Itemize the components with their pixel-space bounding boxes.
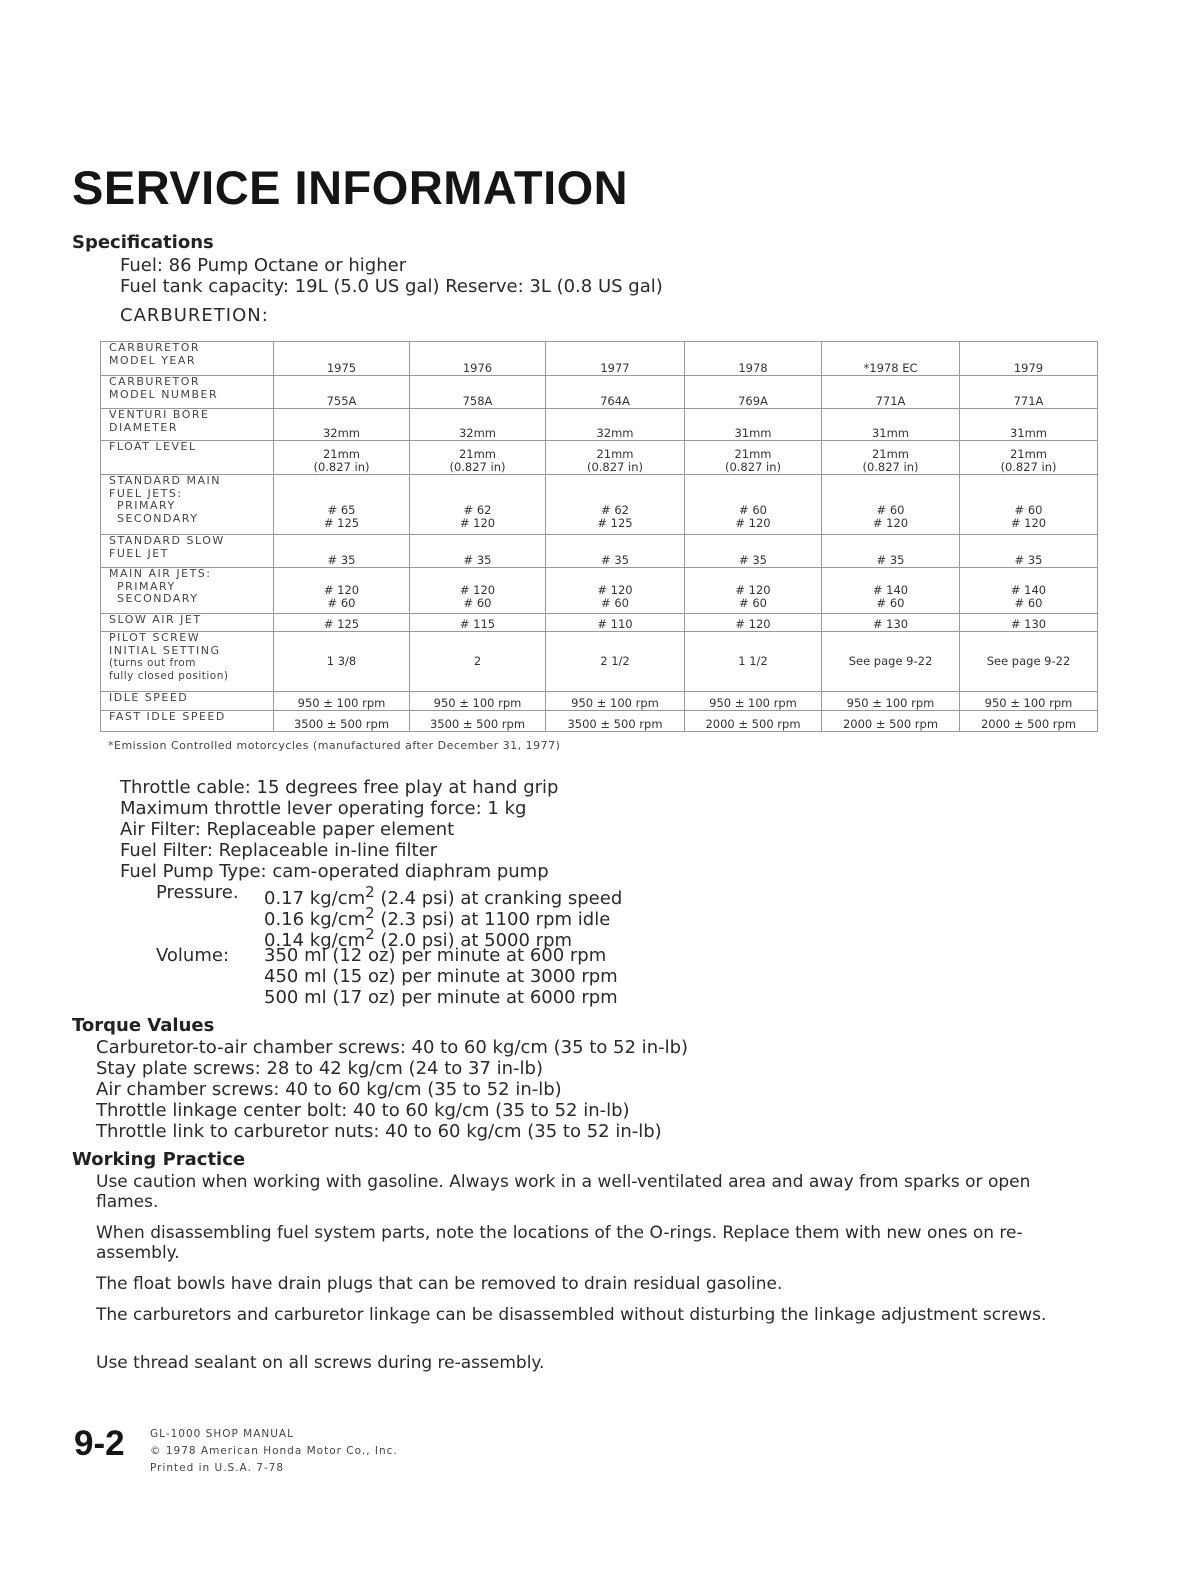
volume-label: Volume: [156,945,230,966]
table-cell: *1978 EC [822,342,960,376]
torque-item: Air chamber screws: 40 to 60 kg/cm (35 to 52 in-lb) [96,1079,562,1100]
table-cell: # 60 # 120 [822,475,960,535]
specifications-heading: Specifications [72,232,214,253]
table-cell: 1978 [685,342,822,376]
row-label-idle-speed: IDLE SPEED [101,692,274,711]
footer-printed: Printed in U.S.A. 7-78 [150,1462,285,1474]
table-cell: 755A [274,376,410,409]
working-practice-paragraph: The carburetors and carburetor linkage can be disassembled without disturbing the linkage adjustment screws. [96,1305,1047,1325]
table-cell: 21mm (0.827 in) [960,441,1098,475]
table-cell: 21mm (0.827 in) [822,441,960,475]
table-cell: # 120 # 60 [410,568,546,614]
table-row [101,441,1098,475]
table-row [101,632,1098,692]
table-cell: # 125 [274,614,410,632]
table-cell: 1976 [410,342,546,376]
table-cell: 1 1/2 [685,632,822,692]
pressure-line: 0.16 $kg/cm^2$ (2.3 psi) at 1100 rpm idle [264,904,611,930]
table-cell: # 140 # 60 [822,568,960,614]
page-number: 9-2 [74,1424,125,1463]
table-cell: 758A [410,376,546,409]
table-cell: # 120 # 60 [546,568,685,614]
table-cell: See page 9-22 [960,632,1098,692]
working-practice-paragraph: When disassembling fuel system parts, note the locations of the O-rings. Replace them with new ones on re-assembly. [96,1223,1023,1263]
table-cell: # 120 # 60 [685,568,822,614]
volume-line: 450 ml (15 oz) per minute at 3000 rpm [264,966,618,987]
volume-line: 500 ml (17 oz) per minute at 6000 rpm [264,987,618,1008]
table-cell: # 130 [960,614,1098,632]
table-row [101,614,1098,632]
table-cell: # 115 [410,614,546,632]
table-cell: # 35 [274,535,410,568]
fuel-filter-spec: Fuel Filter: Replaceable in-line filter [120,840,438,861]
pressure-line: 0.17 $kg/cm^2$ (2.4 psi) at cranking speed [264,883,623,909]
table-cell: 950 ± 100 rpm [546,692,685,711]
row-label-pilot-screw: PILOT SCREW INITIAL SETTING (turns out from fully closed position) [101,632,274,692]
table-cell: 3500 ± 500 rpm [546,711,685,732]
table-cell: 21mm (0.827 in) [410,441,546,475]
table-row [101,711,1098,732]
table-cell: # 35 [410,535,546,568]
table-cell: # 110 [546,614,685,632]
table-cell: 950 ± 100 rpm [274,692,410,711]
table-cell: 771A [822,376,960,409]
table-cell: 32mm [546,409,685,441]
table-cell: 1 3/8 [274,632,410,692]
table-cell: # 60 # 120 [685,475,822,535]
row-label-model-year: CARBURETOR MODEL YEAR [101,342,274,376]
table-cell: 31mm [685,409,822,441]
torque-values-heading: Torque Values [72,1015,215,1036]
footer-manual-title: GL-1000 SHOP MANUAL [150,1428,294,1440]
table-cell: 950 ± 100 rpm [960,692,1098,711]
table-cell: # 60 # 120 [960,475,1098,535]
row-label-main-fuel-jets: STANDARD MAIN FUEL JETS: PRIMARY SECONDARY [101,475,274,535]
table-cell: # 140 # 60 [960,568,1098,614]
table-cell: 32mm [274,409,410,441]
table-cell: # 62 # 125 [546,475,685,535]
table-cell: 764A [546,376,685,409]
table-cell: 769A [685,376,822,409]
working-practice-paragraph: Use thread sealant on all screws during re-assembly. [96,1353,545,1373]
table-cell: See page 9-22 [822,632,960,692]
row-label-venturi-bore: VENTURI BORE DIAMETER [101,409,274,441]
table-cell: 950 ± 100 rpm [822,692,960,711]
fuel-pump-type-spec: Fuel Pump Type: cam-operated diaphram pump [120,861,549,882]
table-cell: 2 [410,632,546,692]
footer-copyright: © 1978 American Honda Motor Co., Inc. [150,1445,398,1457]
table-cell: 2 1/2 [546,632,685,692]
table-cell: # 62 # 120 [410,475,546,535]
torque-item: Carburetor-to-air chamber screws: 40 to 60 kg/cm (35 to 52 in-lb) [96,1037,689,1058]
table-cell: 950 ± 100 rpm [410,692,546,711]
table-cell: 3500 ± 500 rpm [410,711,546,732]
table-cell: 2000 ± 500 rpm [822,711,960,732]
table-row [101,535,1098,568]
table-cell: # 120 [685,614,822,632]
row-label-main-air-jets: MAIN AIR JETS: PRIMARY SECONDARY [101,568,274,614]
pressure-label: Pressure. [156,882,239,903]
throttle-cable-spec: Throttle cable: 15 degrees free play at hand grip [120,777,559,798]
table-row [101,692,1098,711]
row-label-fast-idle-speed: FAST IDLE SPEED [101,711,274,732]
table-cell: 2000 ± 500 rpm [960,711,1098,732]
table-cell: 2000 ± 500 rpm [685,711,822,732]
table-cell: 1975 [274,342,410,376]
carburetion-table [100,341,1098,732]
table-cell: 32mm [410,409,546,441]
torque-item: Throttle link to carburetor nuts: 40 to 60 kg/cm (35 to 52 in-lb) [96,1121,662,1142]
fuel-spec: Fuel: 86 Pump Octane or higher [120,255,407,276]
table-cell: 3500 ± 500 rpm [274,711,410,732]
table-row [101,475,1098,535]
row-label-slow-fuel-jet: STANDARD SLOW FUEL JET [101,535,274,568]
table-cell: 1979 [960,342,1098,376]
table-row [101,376,1098,409]
table-cell: 21mm (0.827 in) [685,441,822,475]
working-practice-paragraph: The float bowls have drain plugs that can be removed to drain residual gasoline. [96,1274,783,1294]
table-cell: 21mm (0.827 in) [546,441,685,475]
table-cell: # 65 # 125 [274,475,410,535]
table-cell: # 35 [546,535,685,568]
throttle-lever-force-spec: Maximum throttle lever operating force: 1 kg [120,798,527,819]
row-label-model-number: CARBURETOR MODEL NUMBER [101,376,274,409]
table-cell: # 120 # 60 [274,568,410,614]
table-footnote: *Emission Controlled motorcycles (manufactured after December 31, 1977) [108,739,561,752]
volume-line: 350 ml (12 oz) per minute at 600 rpm [264,945,607,966]
row-label-float-level: FLOAT LEVEL [101,441,274,475]
carburetion-label: CARBURETION: [120,305,269,326]
air-filter-spec: Air Filter: Replaceable paper element [120,819,455,840]
table-cell: 950 ± 100 rpm [685,692,822,711]
torque-item: Stay plate screws: 28 to 42 kg/cm (24 to 37 in-lb) [96,1058,543,1079]
table-cell: # 130 [822,614,960,632]
table-cell: 771A [960,376,1098,409]
working-practice-paragraph: Use caution when working with gasoline. Always work in a well-ventilated area and away from sparks or open flames. [96,1172,1031,1212]
table-cell: 21mm (0.827 in) [274,441,410,475]
table-cell: 31mm [960,409,1098,441]
table-cell: # 35 [685,535,822,568]
page-title: SERVICE INFORMATION [72,161,629,214]
table-cell: 31mm [822,409,960,441]
torque-item: Throttle linkage center bolt: 40 to 60 kg/cm (35 to 52 in-lb) [96,1100,630,1121]
table-row [101,342,1098,376]
fuel-tank-capacity: Fuel tank capacity: 19L (5.0 US gal) Reserve: 3L (0.8 US gal) [120,276,663,297]
table-row [101,409,1098,441]
row-label-slow-air-jet: SLOW AIR JET [101,614,274,632]
table-cell: # 35 [822,535,960,568]
table-cell: 1977 [546,342,685,376]
working-practice-heading: Working Practice [72,1149,246,1170]
table-cell: # 35 [960,535,1098,568]
pressure-line: 0.14 $kg/cm^2$ (2.0 psi) at 5000 rpm [264,925,573,951]
table-row [101,568,1098,614]
